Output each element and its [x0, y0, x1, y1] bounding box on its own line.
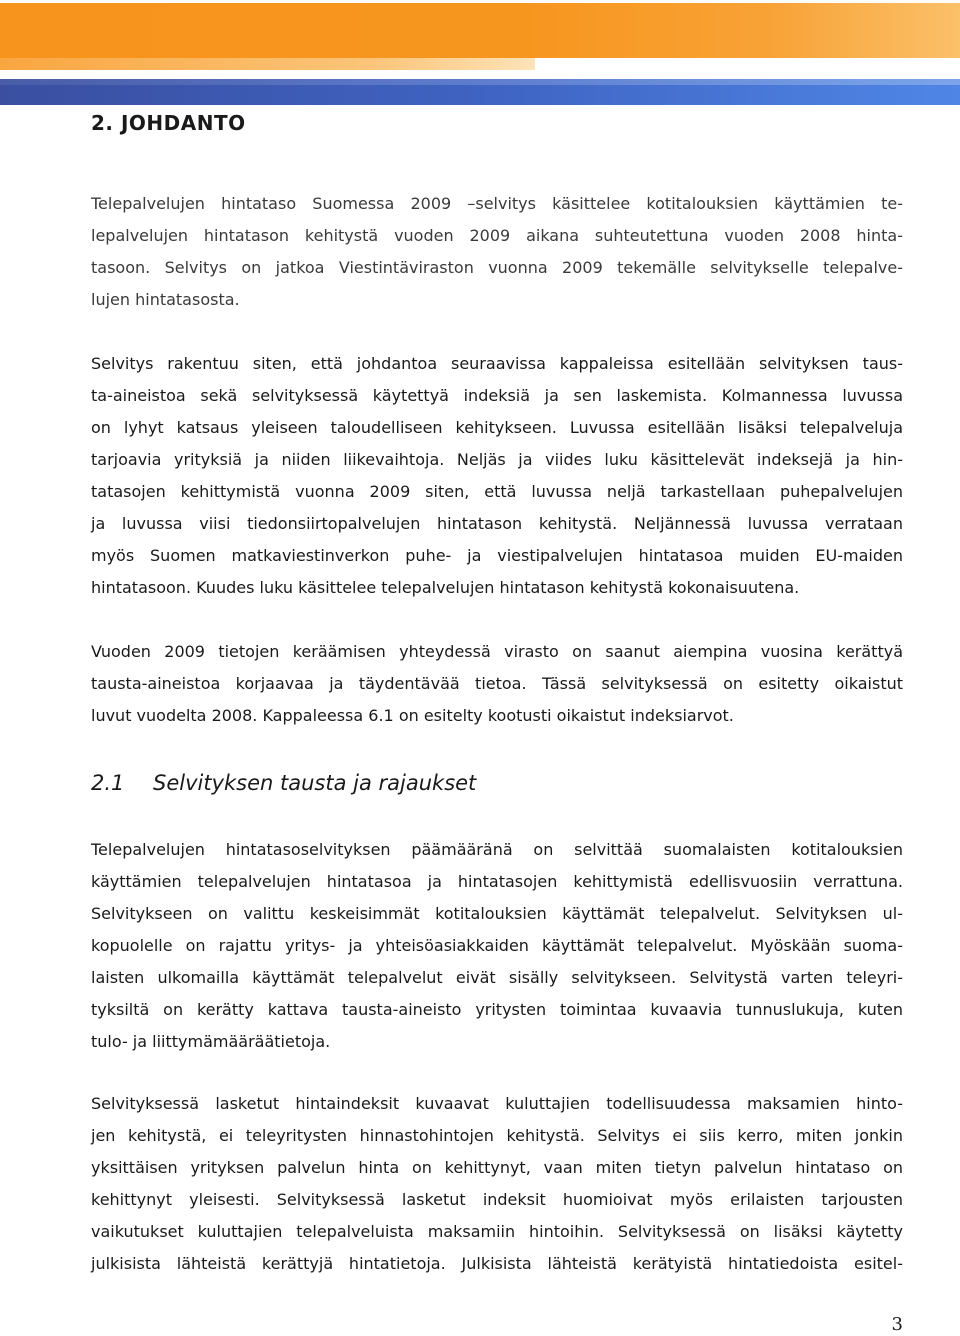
page-number: 3: [891, 1314, 903, 1335]
paragraph-line: julkisista lähteistä kerättyjä hintatietoja. Julkisista lähteistä kerätyistä hintatiedoista esitel-: [91, 1254, 903, 1273]
header-band: [0, 0, 960, 106]
paragraph-line: vaikutukset kuluttajien telepalveluista maksamiin hintoihin. Selvityksessä on lisäksi käytetty: [91, 1222, 903, 1241]
paragraph-line: Selvityksessä lasketut hintaindeksit kuvaavat kuluttajien todellisuudessa maksamien hinto-: [91, 1094, 903, 1113]
paragraph-line: Vuoden 2009 tietojen keräämisen yhteydessä virasto on saanut aiempina vuosina kerättyä: [91, 642, 903, 661]
paragraph-line: tausta-aineistoa korjaavaa ja täydentävää tietoa. Tässä selvityksessä on esitetty oikaistut: [91, 674, 903, 693]
paragraph-line: hintatasoon. Kuudes luku käsittelee telepalvelujen hintatason kehitystä kokonaisuutena.: [91, 578, 800, 597]
paragraph-line: ta-aineistoa sekä selvityksessä käytettyä indeksiä ja sen laskemista. Kolmannessa luvussa: [91, 386, 903, 405]
subsection-number: 2.1: [91, 771, 125, 795]
subsection-title-text: Selvityksen tausta ja rajaukset: [153, 771, 477, 795]
paragraph-5: [91, 1088, 903, 1280]
paragraph-line: Selvitykseen on valittu keskeisimmät kotitalouksien käyttämät telepalvelut. Selvityksen ul-: [91, 904, 903, 923]
paragraph-line: Selvitys rakentuu siten, että johdantoa seuraavissa kappaleissa esitellään selvityksen taus-: [91, 354, 903, 373]
paragraph-line: tulo- ja liittymämääräätietoja.: [91, 1032, 331, 1051]
paragraph-1: [91, 188, 903, 316]
paragraph-line: lujen hintatasosta.: [91, 290, 240, 309]
paragraph-line: tarjoavia yrityksiä ja niiden liikevaihtoja. Neljäs ja viides luku käsittelevät indeksejä ja hin-: [91, 450, 903, 469]
subsection-title: [91, 768, 903, 798]
section-title: 2. JOHDANTO: [91, 111, 246, 135]
paragraph-line: tasoon. Selvitys on jatkoa Viestintäviraston vuonna 2009 tekemälle selvitykselle telepalve-: [91, 258, 903, 277]
header-orange-stripe: [0, 3, 960, 58]
paragraph-line: yksittäisen yrityksen palvelun hinta on kehittynyt, vaan miten tietyn palvelun hintataso on: [91, 1158, 903, 1177]
paragraph-line: laisten ulkomailla käyttämät telepalvelut eivät sisälly selvitykseen. Selvitystä varten teleyri-: [91, 968, 903, 987]
paragraph-line: Telepalvelujen hintataso Suomessa 2009 –selvitys käsittelee kotitalouksien käyttämien te-: [91, 194, 903, 213]
paragraph-4: [91, 834, 903, 1058]
paragraph-line: myös Suomen matkaviestinverkon puhe- ja viestipalvelujen hintatasoa muiden EU-maiden: [91, 546, 903, 565]
header-orange-tail: [0, 58, 535, 70]
paragraph-line: kehittynyt yleisesti. Selvityksessä lasketut indeksit huomioivat myös erilaisten tarjousten: [91, 1190, 903, 1209]
paragraph-line: jen kehitystä, ei teleyritysten hinnastohintojen kehitystä. Selvitys ei siis kerro, miten jonkin: [91, 1126, 903, 1145]
paragraph-3: [91, 636, 903, 732]
paragraph-line: käyttämien telepalvelujen hintatasoa ja hintatasojen kehittymistä edellisvuosiin verrattuna.: [91, 872, 903, 891]
header-blue-stripe: [0, 79, 960, 105]
paragraph-line: luvut vuodelta 2008. Kappaleessa 6.1 on esitelty kootusti oikaistut indeksiarvot.: [91, 706, 734, 725]
paragraph-line: tatasojen kehittymistä vuonna 2009 siten, että luvussa neljä tarkastellaan puhepalvelujen: [91, 482, 903, 501]
paragraph-line: kopuolelle on rajattu yritys- ja yhteisöasiakkaiden käyttämät telepalvelut. Myöskään suoma-: [91, 936, 903, 955]
page-content: [91, 108, 903, 1280]
paragraph-line: lepalvelujen hintatason kehitystä vuoden 2009 aikana suhteutettuna vuoden 2008 hinta-: [91, 226, 903, 245]
paragraph-line: tyksiltä on kerätty kattava tausta-aineisto yritysten toimintaa kuvaavia tunnuslukuja, kuten: [91, 1000, 903, 1019]
paragraph-line: on lyhyt katsaus yleiseen taloudelliseen kehitykseen. Luvussa esitellään lisäksi telepalveluja: [91, 418, 903, 437]
header-white-notch: [535, 58, 960, 70]
paragraph-line: ja luvussa viisi tiedonsiirtopalvelujen hintatason kehitystä. Neljännessä luvussa verrataan: [91, 514, 903, 533]
paragraph-line: Telepalvelujen hintatasoselvityksen päämääränä on selvittää suomalaisten kotitalouksien: [91, 840, 903, 859]
paragraph-2: [91, 348, 903, 604]
